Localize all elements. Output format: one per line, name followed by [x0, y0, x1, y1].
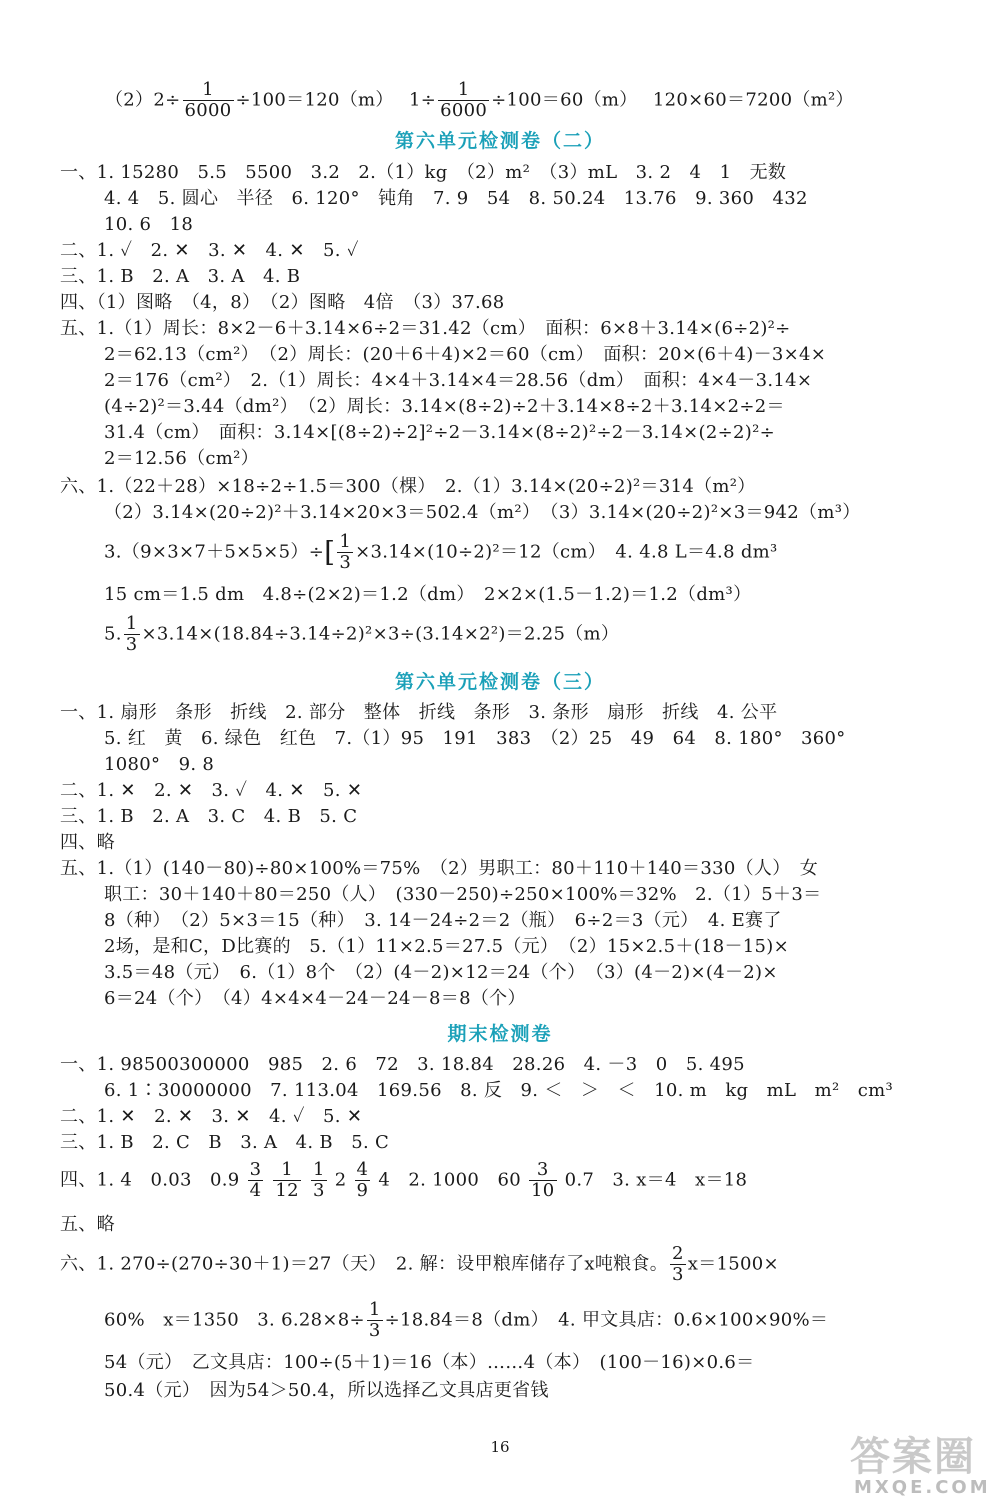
- text-segment: x＝1500×: [687, 1253, 779, 1275]
- fraction: [367, 1300, 383, 1341]
- answer-line: 五、略: [60, 1214, 115, 1235]
- answer-line: 五、1.（1）(140－80)÷80×100%＝75% （2）男职工：80＋110＋140＝330（人） 女: [60, 858, 819, 879]
- fraction: [670, 1244, 686, 1285]
- answer-line: 2＝176（cm²） 2.（1）周长：4×4＋3.14×4＝28.56（dm） 面积：4×4－3.14×: [104, 370, 813, 391]
- denominator: 4: [249, 1180, 262, 1201]
- text-segment: 0.7 3. x＝4 x＝18: [564, 1169, 748, 1191]
- answer-line: 2＝62.13（cm²） （2）周长：(20＋6＋4)×2＝60（cm） 面积：20×(6＋4)－3×4×: [104, 344, 827, 365]
- answer-line: 五、1.（1）周长：8×2－6＋3.14×6÷2＝31.42（cm） 面积：6×8＋3.14×(6÷2)²÷: [60, 318, 791, 339]
- answer-line: 二、1. ✕ 2. ✕ 3. ✓ 4. ✕ 5. ✕: [60, 780, 363, 801]
- numerator: 1: [438, 80, 489, 101]
- section-title-unit6-test3: 第六单元检测卷（三）: [394, 671, 605, 693]
- answer-line: 2场，是和C，D比赛的 5.（1）11×2.5＝27.5（元） （2）15×2.5＋(18－15)×: [104, 936, 789, 957]
- answer-line: 职工：30＋140＋80＝250（人） (330－250)÷250×100%＝32% 2.（1）5＋3＝: [104, 884, 822, 905]
- answer-line: 三、1. B 2. A 3. C 4. B 5. C: [60, 806, 358, 827]
- answer-line: 三、1. B 2. A 3. A 4. B: [60, 266, 301, 287]
- numerator: 3: [529, 1160, 557, 1181]
- answer-line: （2）3.14×(20÷2)²＋3.14×20×3＝502.4（m²） （3）3.14×(20÷2)²×3＝942（m³）: [104, 502, 861, 523]
- answer-line: [104, 532, 778, 573]
- answer-line: 六、1.（22＋28）×18÷2÷1.5＝300（棵） 2.（1）3.14×(20÷2)²＝314（m²）: [60, 476, 756, 497]
- denominator: 3: [368, 1320, 381, 1341]
- answer-line: 一、1. 98500300000 985 2. 6 72 3. 18.84 28.26 4. －3 0 5. 495: [60, 1054, 745, 1075]
- text-segment: 3.（9×3×7＋5×5×5）÷: [104, 541, 325, 563]
- numerator: 1: [125, 613, 138, 634]
- fraction: [311, 1160, 327, 1201]
- text-segment: 4 2. 1000 60: [378, 1169, 521, 1191]
- answer-line: [104, 1300, 828, 1341]
- top-line: [105, 80, 854, 121]
- answer-line: 10. 6 18: [104, 214, 194, 235]
- text-segment: （2）2÷: [105, 89, 181, 111]
- denominator: 9: [356, 1180, 369, 1201]
- answer-line: (4÷2)²＝3.44（dm²） （2）周长：3.14×(8÷2)÷2＋3.14×8÷2＋3.14×2÷2＝: [104, 396, 785, 417]
- answer-line: [60, 1244, 779, 1285]
- answer-line: 1080° 9. 8: [104, 754, 215, 775]
- numerator: 4: [356, 1159, 369, 1180]
- answer-line: 四、（1）图略 （4，8） （2）图略 4倍 （3）37.68: [60, 292, 505, 313]
- answer-line: 15 cm＝1.5 dm 4.8÷(2×2)＝1.2（dm） 2×2×(1.5－1.2)＝1.2（dm³）: [104, 584, 752, 605]
- numerator: 1: [183, 80, 234, 101]
- denominator: 3: [312, 1180, 325, 1201]
- numerator: 1: [368, 1299, 381, 1320]
- answer-line: 四、略: [60, 832, 115, 853]
- fraction: [355, 1160, 371, 1201]
- text-segment: 2: [334, 1169, 347, 1191]
- answer-line: 二、1. ✓ 2. ✕ 3. ✕ 4. ✕ 5. ✓: [60, 240, 359, 261]
- bracket: [: [324, 535, 336, 569]
- answer-line: 4. 4 5. 圆心 半径 6. 120° 钝角 7. 9 54 8. 50.24 13.76 9. 360 432: [104, 188, 808, 209]
- fraction: [248, 1160, 264, 1201]
- denominator: 6000: [184, 100, 232, 121]
- text-segment: 5.: [104, 623, 122, 645]
- text-segment: ÷100＝120（m） 1÷: [235, 89, 437, 111]
- numerator: 3: [249, 1159, 262, 1180]
- numerator: 1: [312, 1159, 325, 1180]
- text-segment: 60% x＝1350 3. 6.28×8÷: [104, 1309, 365, 1331]
- denominator: 6000: [440, 100, 488, 121]
- answer-line: 一、1. 扇形 条形 折线 2. 部分 整体 折线 条形 3. 条形 扇形 折线 4. 公平: [60, 702, 778, 723]
- numerator: 1: [339, 531, 352, 552]
- answer-line: 6＝24（个） （4）4×4×4－24－24－8＝8（个）: [104, 988, 526, 1009]
- fraction: [438, 80, 489, 121]
- text-segment: 六、1. 270÷(270÷30＋1)＝27（天） 2. 解：设甲粮库储存了x吨粮食。: [60, 1253, 669, 1275]
- answer-line: [60, 1160, 747, 1201]
- answer-line: 3.5＝48（元） 6.（1）8个 （2）(4－2)×12＝24（个） （3）(4－2)×(4－2)×: [104, 962, 778, 983]
- text-segment: ×3.14×(18.84÷3.14÷2)²×3÷(3.14×2²)＝2.25（m）: [141, 623, 620, 645]
- answer-line: 二、1. ✕ 2. ✕ 3. ✕ 4. ✓ 5. ✕: [60, 1106, 363, 1127]
- answer-line: [104, 614, 619, 655]
- section-title-unit6-test2: 第六单元检测卷（二）: [394, 130, 605, 152]
- denominator: 3: [672, 1264, 684, 1285]
- answer-line: 2＝12.56（cm²）: [104, 448, 259, 469]
- answer-line: 31.4（cm） 面积：3.14×[(8÷2)÷2]²÷2－3.14×(8÷2)²÷2－3.14×(2÷2)²÷: [104, 422, 775, 443]
- numerator: 2: [672, 1243, 684, 1264]
- fraction: [183, 80, 234, 121]
- answer-line: 一、1. 15280 5.5 5500 3.2 2.（1）kg （2）m² （3）mL 3. 2 4 1 无数: [60, 162, 787, 183]
- watermark-text: 答案圈: [850, 1434, 976, 1480]
- denominator: 12: [275, 1180, 299, 1201]
- denominator: 3: [339, 552, 352, 573]
- denominator: 3: [125, 634, 138, 655]
- denominator: 10: [531, 1180, 555, 1201]
- answer-line: 三、1. B 2. C B 3. A 4. B 5. C: [60, 1132, 390, 1153]
- fraction: [529, 1160, 557, 1201]
- text-segment: 四、1. 4 0.03 0.9: [60, 1169, 240, 1191]
- page-number: 16: [490, 1438, 510, 1456]
- fraction: [273, 1160, 301, 1201]
- numerator: 1: [273, 1160, 301, 1181]
- answer-line: 6. 1∶30000000 7. 113.04 169.56 8. 反 9. ＜ ＞ ＜ 10. m kg mL m² cm³: [104, 1080, 894, 1101]
- answer-line: 50.4（元） 因为54＞50.4，所以选择乙文具店更省钱: [104, 1380, 549, 1401]
- answer-line: 5. 红 黄 6. 绿色 红色 7.（1）95 191 383 （2）25 49 64 8. 180° 360°: [104, 728, 846, 749]
- fraction: [337, 532, 353, 573]
- text-segment: ÷100＝60（m） 120×60＝7200（m²）: [491, 89, 854, 111]
- fraction: [124, 614, 140, 655]
- section-title-final-test: 期末检测卷: [447, 1023, 553, 1045]
- watermark-url: MXQE.COM: [854, 1477, 991, 1498]
- text-segment: ÷18.84＝8（dm） 4. 甲文具店：0.6×100×90%＝: [384, 1309, 829, 1331]
- answer-line: 54（元） 乙文具店：100÷(5＋1)＝16（本）……4（本） (100－16)×0.6＝: [104, 1352, 755, 1373]
- watermark-logo: [842, 1425, 992, 1505]
- answer-line: 8（种） （2）5×3＝15（种） 3. 14－24÷2＝2（瓶） 6÷2＝3（元） 4. E赛了: [104, 910, 782, 931]
- text-segment: ×3.14×(10÷2)²＝12（cm） 4. 4.8 L＝4.8 dm³: [355, 541, 778, 563]
